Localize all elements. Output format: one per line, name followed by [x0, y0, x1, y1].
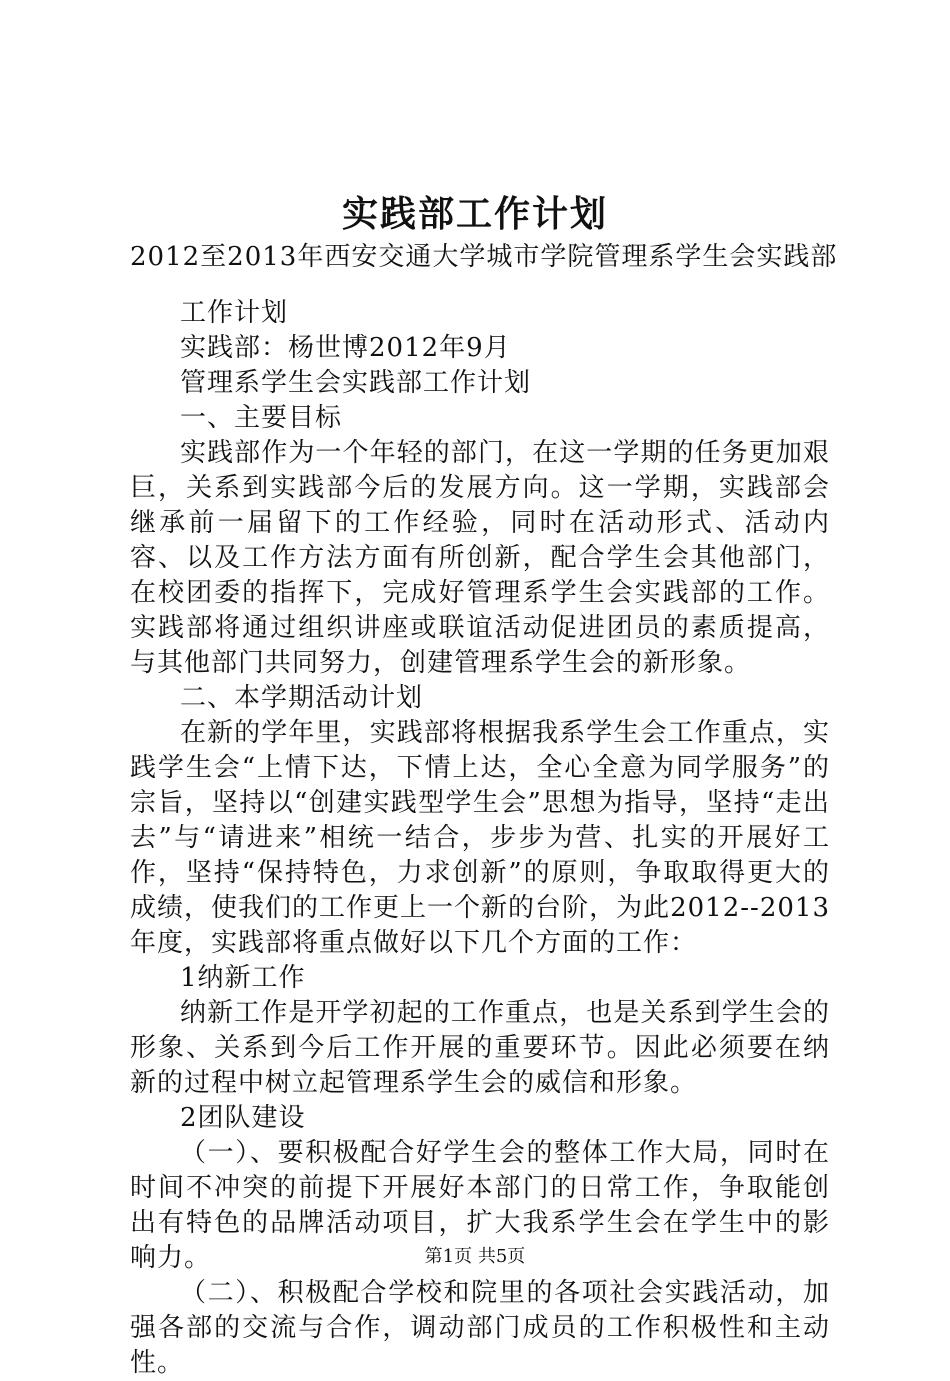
- document-subtitle: 2012至2013年西安交通大学城市学院管理系学生会实践部: [130, 242, 838, 272]
- document-title: 实践部工作计划: [341, 193, 608, 235]
- paragraph-team-item-2: （二）、积极配合学校和院里的各项社会实践活动，加强各部的交流与合作，调动部门成员的工作积极性和主动性。: [130, 1278, 830, 1378]
- subheading-team-building: 2团队建设: [180, 1103, 306, 1133]
- paragraph-author-date: 实践部：杨世博2012年9月: [180, 333, 511, 363]
- section-heading-goals: 一、主要目标: [180, 403, 343, 433]
- paragraph-team-item-1: （一）、要积极配合好学生会的整体工作大局，同时在时间不冲突的前提下开展好本部门的日常工作，争取能创出有特色的品牌活动项目，扩大我系学生会在学生中的影响力。: [130, 1138, 830, 1273]
- section-heading-activities: 二、本学期活动计划: [180, 683, 424, 713]
- subheading-recruitment: 1纳新工作: [180, 963, 306, 993]
- document-body: [130, 296, 830, 1381]
- paragraph-activities: 在新的学年里，实践部将根据我系学生会工作重点，实践学生会“上情下达，下情上达，全心全意为同学服务”的宗旨，坚持以“创建实践型学生会”思想为指导，坚持“走出去”与“请进来”相统一结合，步步为营、扎实的开展好工作，坚持“保持特色，力求创新”的原则，争取取得更大的成绩，使我们的工作更上一个新的台阶，为此2012--2013年度，实践部将重点做好以下几个方面的工作：: [130, 718, 830, 958]
- paragraph-work-plan: 工作计划: [180, 298, 289, 328]
- paragraph-recruitment: 纳新工作是开学初起的工作重点，也是关系到学生会的形象、关系到今后工作开展的重要环节。因此必须要在纳新的过程中树立起管理系学生会的威信和形象。: [130, 998, 830, 1098]
- paragraph-plan-heading: 管理系学生会实践部工作计划: [180, 368, 532, 398]
- page-footer: 第1页 共5页: [424, 1246, 526, 1267]
- paragraph-goals: 实践部作为一个年轻的部门，在这一学期的任务更加艰巨，关系到实践部今后的发展方向。这一学期，实践部会继承前一届留下的工作经验，同时在活动形式、活动内容、以及工作方法方面有所创新，配合学生会其他部门，在校团委的指挥下，完成好管理系学生会实践部的工作。实践部将通过组织讲座或联谊活动促进团员的素质提高，与其他部门共同努力，创建管理系学生会的新形象。: [130, 438, 830, 678]
